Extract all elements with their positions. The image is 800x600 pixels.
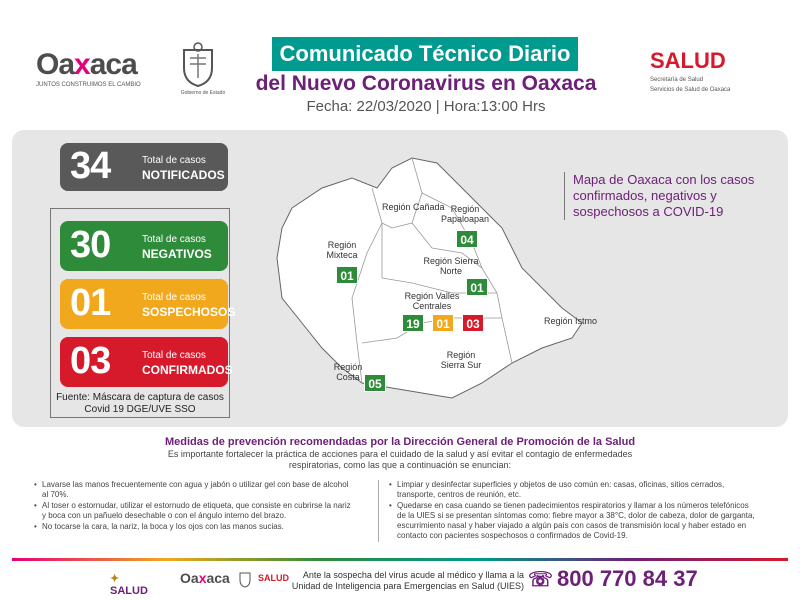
oaxaca-logo xyxy=(36,42,236,102)
prevention-list-left xyxy=(34,480,354,533)
stat-notificados-label2: NOTIFICADOS xyxy=(142,168,225,182)
footer-salud-logo: ✦ SALUD xyxy=(110,573,148,597)
stat-notificados-label1: Total de casos xyxy=(142,155,206,166)
badge-valles-confirmados: 03 xyxy=(462,314,484,332)
hotline-number[interactable]: 800 770 84 37 xyxy=(557,566,698,591)
map-description: Mapa de Oaxaca con los casos confirmados, negativos y sospechosos a COVID-19 xyxy=(564,172,764,220)
badge-valles-negativos: 19 xyxy=(402,314,424,332)
report-date: Fecha: 22/03/2020 | Hora:13:00 Hrs xyxy=(306,98,546,115)
prevention-item: • Al toser o estornudar, utilizar el estornudo de etiqueta, que consiste en cubrirse la nariz y boca con un pañuelo desechable o con el ángulo interno del brazo. xyxy=(34,501,354,521)
region-label-valles: Región Valles Centrales xyxy=(404,291,460,311)
footer-message-line2: Unidad de Inteligencia para Emergencias en Salud (UIES) xyxy=(291,581,524,591)
prevention-item: • No tocarse la cara, la nariz, la boca y los ojos con las manos sucias. xyxy=(34,522,354,532)
eagle-icon: ✦ xyxy=(110,573,120,585)
prevention-item: • Lavarse las manos frecuentemente con agua y jabón o utilizar gel con base de alcohol al 70%. xyxy=(34,480,354,500)
oaxaca-map-shape xyxy=(262,148,592,408)
stat-confirmados-label2: CONFIRMADOS xyxy=(142,363,233,377)
oaxaca-map xyxy=(262,148,598,408)
stat-negativos-number: 30 xyxy=(70,224,111,266)
page-title: Comunicado Técnico Diario xyxy=(272,37,578,71)
prevention-item: • Limpiar y desinfectar superficies y objetos de uso común en: casas, oficinas, sitios cerrados, transporte, centros de reunión, etc. xyxy=(389,480,758,500)
badge-costa: 05 xyxy=(364,374,386,392)
region-label-papaloapan: Región Papaloapan xyxy=(440,204,490,224)
salud-subtitle-2: Servicios de Salud de Oaxaca xyxy=(650,87,731,93)
region-label-sierra-norte: Región Sierra Norte xyxy=(423,256,479,276)
salud-wordmark: SALUD xyxy=(650,48,726,73)
prevention-title: Medidas de prevención recomendadas por la Dirección General de Promoción de la Salud xyxy=(164,436,636,448)
badge-valles-sospechosos: 01 xyxy=(432,314,454,332)
prevention-list-right xyxy=(378,480,758,542)
stat-negativos-label1: Total de casos xyxy=(142,234,206,245)
footer-seal-icon xyxy=(238,570,252,588)
prevention-subtitle: Es importante fortalecer la práctica de acciones para el cuidado de la salud y así evitar el contagio de enfermedades respiratorias, como las que a continuación se enuncian: xyxy=(167,449,633,470)
oaxaca-wordmark: Oaxaca xyxy=(36,48,137,81)
stat-sospechosos-label2: SOSPECHOSOS xyxy=(142,305,236,319)
stat-sospechosos xyxy=(60,279,236,329)
stat-notificados-number: 34 xyxy=(70,145,111,187)
color-divider xyxy=(12,558,788,561)
stat-notificados xyxy=(60,143,228,191)
oaxaca-tagline: JUNTOS CONSTRUIMOS EL CAMBIO xyxy=(36,82,141,88)
stat-negativos-label2: NEGATIVOS xyxy=(142,247,212,261)
footer-salud-logo-2: SALUD xyxy=(258,573,289,583)
stat-negativos xyxy=(60,221,228,271)
footer-message xyxy=(286,570,524,592)
region-label-mixteca: Región Mixteca xyxy=(326,240,358,260)
region-label-costa: Región Costa xyxy=(333,362,363,382)
state-seal-icon xyxy=(178,42,218,88)
seal-caption: Gobierno de Estado xyxy=(180,90,226,96)
footer-message-line1: Ante la sospecha del virus acude al médico y llama a la xyxy=(302,570,524,580)
phone-icon: ☏ xyxy=(528,569,554,591)
footer-oaxaca-logo: Oaxaca xyxy=(180,570,230,586)
badge-papaloapan: 04 xyxy=(456,230,478,248)
stat-sospechosos-label1: Total de casos xyxy=(142,292,206,303)
data-source: Fuente: Máscara de captura de casos Covid 19 DGE/UVE SSO xyxy=(56,392,224,415)
stat-confirmados-number: 03 xyxy=(70,340,111,382)
badge-mixteca: 01 xyxy=(336,266,358,284)
stat-confirmados-label1: Total de casos xyxy=(142,350,206,361)
region-label-sierra-sur: Región Sierra Sur xyxy=(440,350,482,370)
stat-sospechosos-number: 01 xyxy=(70,282,111,324)
badge-sierra-norte: 01 xyxy=(466,278,488,296)
salud-subtitle-1: Secretaría de Salud xyxy=(650,77,704,83)
stat-confirmados xyxy=(60,337,233,387)
page-subtitle: del Nuevo Coronavirus en Oaxaca xyxy=(255,72,597,95)
hotline[interactable] xyxy=(528,566,698,592)
prevention-item: • Quedarse en casa cuando se tienen padecimientos respiratorios y llamar a los números telefónicos de la UIES si se presentan síntomas como: fiebre mayor a 38°C, dolor de cabeza, dolor de garganta, escurrimiento nasal y haber viajado a algún país con casos de transmisión local y haber estado en contacto con pacientes sospechosos o confirmados de Covid-19. xyxy=(389,501,758,541)
salud-logo xyxy=(650,48,760,94)
region-label-istmo: Región Istmo xyxy=(544,316,598,326)
region-label-canada: Región Cañada xyxy=(382,202,445,212)
